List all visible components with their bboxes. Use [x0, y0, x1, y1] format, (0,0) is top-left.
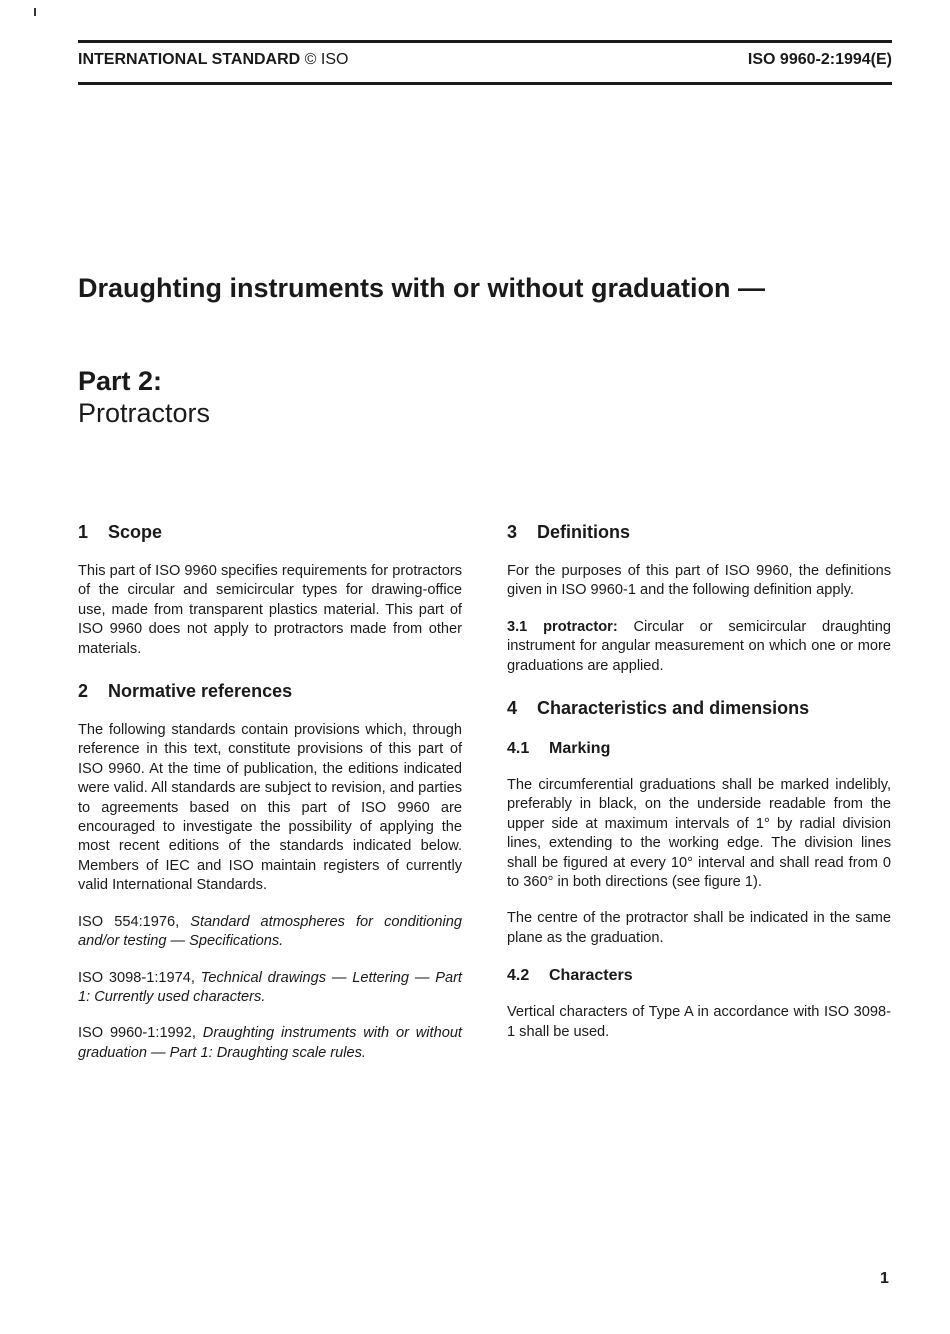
reference-item: ISO 3098-1:1974, Technical drawings — Lettering — Part 1: Currently used characters. — [78, 969, 462, 1005]
section-normative-text: The following standards contain provisions which, through reference in this text, constitute provisions of this part of ISO 9960. At the time of publication, the editions indicated were valid. All standards are subject to revision, and parties to agreements based on this part of ISO 9960 are encouraged to investigate the possibility of applying the most recent editions of the standards indicated below. Members of IEC and ISO maintain registers of currently valid International Standards. — [78, 722, 462, 894]
definition-protractor: 3.1 protractor: Circular or semicircular draughting instrument for angular measurement on which one or more graduations are applied. — [507, 618, 891, 674]
right-column — [507, 520, 891, 1059]
document-title: Draughting instruments with or without graduation — — [78, 273, 765, 303]
section-normative-heading: 2 Normative references — [78, 681, 293, 702]
section-scope-heading: 1 Scope — [78, 522, 163, 542]
section-scope-text: This part of ISO 9960 specifies requirements for protractors of the circular and semicircular types for drawing-office use, made from transparent plastics material. This part of ISO 9960 does not apply to protractors made from other materials. — [78, 563, 462, 657]
characters-text: Vertical characters of Type A in accordance with ISO 3098-1 shall be used. — [507, 1004, 891, 1040]
scan-mark — [34, 8, 36, 16]
marking-text-1: The circumferential graduations shall be marked indelibly, preferably in black, on the underside readable from the upper side at maximum intervals of 1° by radial division lines, extending to the working edge. The division lines shall be figured at every 10° interval and shall read from 0 to 360° in both directions (see figure 1). — [507, 777, 891, 891]
page-number: 1 — [880, 1270, 889, 1287]
header-left — [78, 51, 348, 69]
section-characteristics-heading: 4 Characteristics and dimensions — [507, 698, 810, 719]
header-standard-label: INTERNATIONAL STANDARD — [78, 51, 301, 68]
header-rule-top — [78, 40, 892, 43]
marking-text-2: The centre of the protractor shall be indicated in the same plane as the graduation. — [507, 910, 891, 946]
reference-item: ISO 554:1976, Standard atmospheres for conditioning and/or testing — Specifications. — [78, 913, 463, 950]
header-copyright: © ISO — [304, 51, 349, 68]
left-column — [78, 520, 462, 1080]
part-label: Part 2: — [78, 366, 163, 396]
header-document-id: ISO 9960-2:1994(E) — [747, 51, 892, 68]
section-definitions-text: For the purposes of this part of ISO 9960, the definitions given in ISO 9960-1 and the following definition apply. — [507, 563, 891, 599]
section-definitions-heading: 3 Definitions — [507, 522, 630, 542]
header-rule-bottom — [78, 82, 892, 85]
subsection-marking-heading: 4.1 Marking — [507, 740, 611, 758]
reference-item: ISO 9960-1:1992, Draughting instruments with or without graduation — Part 1: Draughting scale rules. — [78, 1025, 462, 1061]
subsection-characters-heading: 4.2 Characters — [507, 967, 633, 985]
part-name: Protractors — [78, 398, 211, 428]
